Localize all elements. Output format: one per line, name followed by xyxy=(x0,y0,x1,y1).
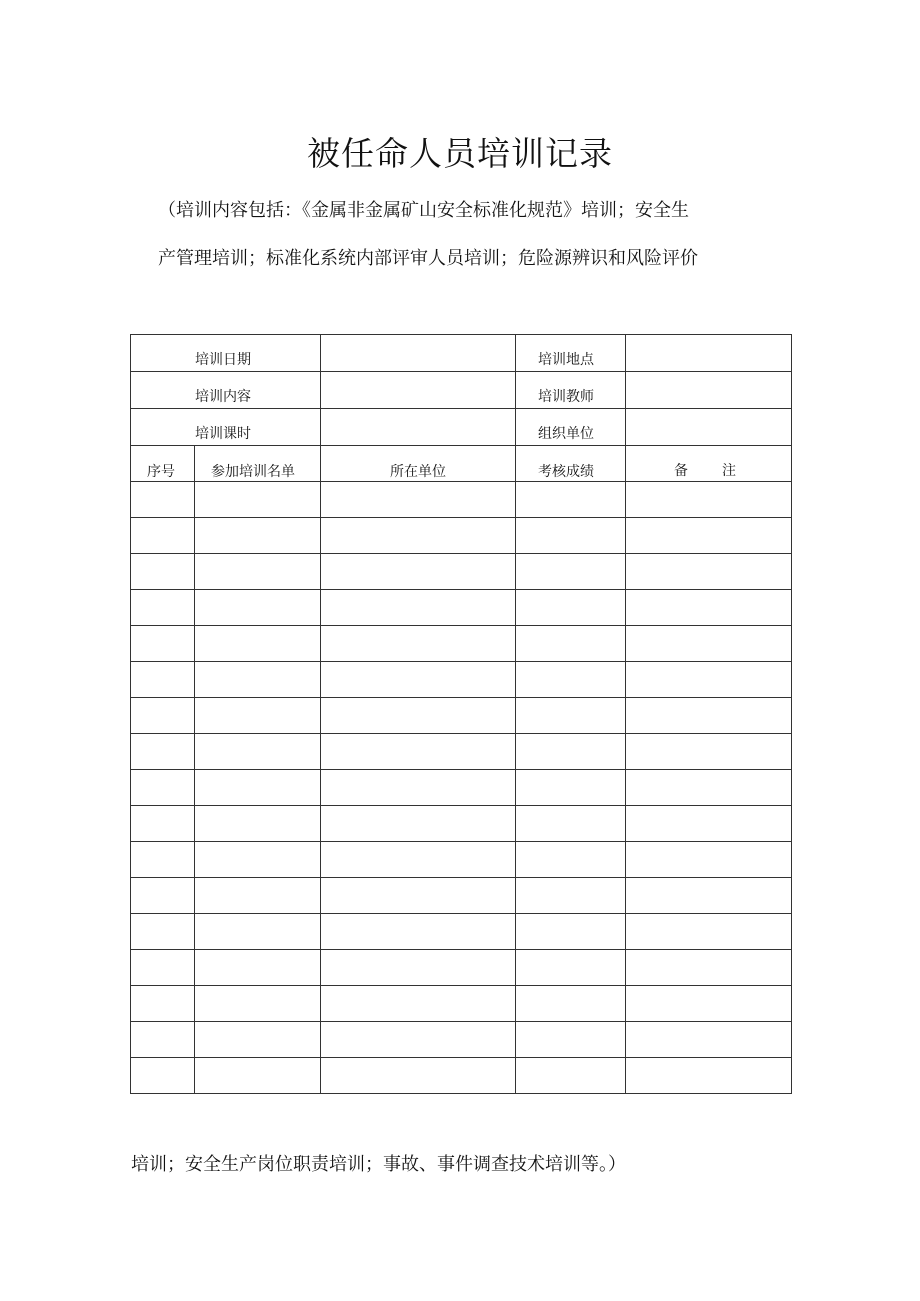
seq-cell[interactable] xyxy=(131,734,195,770)
table-row xyxy=(131,662,792,698)
participant-cell[interactable] xyxy=(195,770,321,806)
seq-cell[interactable] xyxy=(131,482,195,518)
score-cell[interactable] xyxy=(516,482,626,518)
location-label: 培训地点 xyxy=(516,335,626,372)
table-row xyxy=(131,950,792,986)
unit-cell[interactable] xyxy=(321,878,516,914)
content-value-cell[interactable] xyxy=(321,372,516,409)
header-remark xyxy=(626,446,792,482)
seq-cell[interactable] xyxy=(131,662,195,698)
remark-cell[interactable] xyxy=(626,1022,792,1058)
unit-cell[interactable] xyxy=(321,770,516,806)
unit-cell[interactable] xyxy=(321,734,516,770)
unit-cell[interactable] xyxy=(321,1058,516,1094)
table-row xyxy=(131,914,792,950)
remark-cell[interactable] xyxy=(626,734,792,770)
table-row xyxy=(131,590,792,626)
score-cell[interactable] xyxy=(516,518,626,554)
remark-cell[interactable] xyxy=(626,518,792,554)
score-cell[interactable] xyxy=(516,626,626,662)
score-cell[interactable] xyxy=(516,1058,626,1094)
score-cell[interactable] xyxy=(516,950,626,986)
seq-cell[interactable] xyxy=(131,626,195,662)
header-seq: 序号 xyxy=(131,446,195,482)
unit-cell[interactable] xyxy=(321,554,516,590)
table-row xyxy=(131,878,792,914)
remark-cell[interactable] xyxy=(626,626,792,662)
info-row-date xyxy=(131,335,792,372)
table-header-row xyxy=(131,446,792,482)
participant-cell[interactable] xyxy=(195,806,321,842)
table-row xyxy=(131,1058,792,1094)
score-cell[interactable] xyxy=(516,878,626,914)
teacher-label: 培训教师 xyxy=(516,372,626,409)
table-row xyxy=(131,842,792,878)
score-cell[interactable] xyxy=(516,698,626,734)
score-cell[interactable] xyxy=(516,554,626,590)
unit-cell[interactable] xyxy=(321,698,516,734)
score-cell[interactable] xyxy=(516,842,626,878)
table-row xyxy=(131,626,792,662)
table-row xyxy=(131,770,792,806)
seq-cell[interactable] xyxy=(131,698,195,734)
seq-cell[interactable] xyxy=(131,914,195,950)
seq-cell[interactable] xyxy=(131,878,195,914)
remark-cell[interactable] xyxy=(626,1058,792,1094)
score-cell[interactable] xyxy=(516,806,626,842)
remark-cell[interactable] xyxy=(626,986,792,1022)
participant-cell[interactable] xyxy=(195,878,321,914)
hours-label: 培训课时 xyxy=(131,409,321,446)
unit-cell[interactable] xyxy=(321,806,516,842)
score-cell[interactable] xyxy=(516,1022,626,1058)
header-score: 考核成绩 xyxy=(516,446,626,482)
date-label: 培训日期 xyxy=(131,335,321,372)
unit-cell[interactable] xyxy=(321,986,516,1022)
date-value-cell[interactable] xyxy=(321,335,516,372)
remark-cell[interactable] xyxy=(626,806,792,842)
seq-cell[interactable] xyxy=(131,806,195,842)
participant-cell[interactable] xyxy=(195,842,321,878)
participant-cell[interactable] xyxy=(195,626,321,662)
hours-value-cell[interactable] xyxy=(321,409,516,446)
info-row-hours xyxy=(131,409,792,446)
remark-cell[interactable] xyxy=(626,878,792,914)
remark-cell[interactable] xyxy=(626,662,792,698)
unit-cell[interactable] xyxy=(321,914,516,950)
participant-cell[interactable] xyxy=(195,986,321,1022)
score-cell[interactable] xyxy=(516,734,626,770)
remark-cell[interactable] xyxy=(626,914,792,950)
seq-cell[interactable] xyxy=(131,950,195,986)
unit-cell[interactable] xyxy=(321,518,516,554)
table-row xyxy=(131,518,792,554)
unit-cell[interactable] xyxy=(321,482,516,518)
content-label: 培训内容 xyxy=(131,372,321,409)
seq-cell[interactable] xyxy=(131,842,195,878)
participant-cell[interactable] xyxy=(195,1022,321,1058)
location-value-cell[interactable] xyxy=(626,335,792,372)
seq-cell[interactable] xyxy=(131,518,195,554)
remark-cell[interactable] xyxy=(626,950,792,986)
participant-cell[interactable] xyxy=(195,518,321,554)
score-cell[interactable] xyxy=(516,662,626,698)
participant-cell[interactable] xyxy=(195,914,321,950)
participant-cell[interactable] xyxy=(195,590,321,626)
score-cell[interactable] xyxy=(516,986,626,1022)
table-row xyxy=(131,734,792,770)
table-row xyxy=(131,698,792,734)
table-row xyxy=(131,482,792,518)
info-row-content xyxy=(131,372,792,409)
remark-cell[interactable] xyxy=(626,698,792,734)
unit-cell[interactable] xyxy=(321,842,516,878)
footer-text: 培训；安全生产岗位职责培训；事故、事件调查技术培训等。） xyxy=(131,1154,626,1175)
teacher-value-cell[interactable] xyxy=(626,372,792,409)
score-cell[interactable] xyxy=(516,770,626,806)
participant-cell[interactable] xyxy=(195,1058,321,1094)
score-cell[interactable] xyxy=(516,914,626,950)
table-row xyxy=(131,554,792,590)
participant-cell[interactable] xyxy=(195,734,321,770)
unit-cell[interactable] xyxy=(321,590,516,626)
score-cell[interactable] xyxy=(516,590,626,626)
header-participants: 参加培训名单 xyxy=(195,446,321,482)
table-row xyxy=(131,986,792,1022)
participant-cell[interactable] xyxy=(195,482,321,518)
org-label: 组织单位 xyxy=(516,409,626,446)
unit-cell[interactable] xyxy=(321,626,516,662)
seq-cell[interactable] xyxy=(131,590,195,626)
header-unit: 所在单位 xyxy=(321,446,516,482)
participant-cell[interactable] xyxy=(195,698,321,734)
participant-cell[interactable] xyxy=(195,950,321,986)
org-value-cell[interactable] xyxy=(626,409,792,446)
intro-line-2: 产管理培训；标准化系统内部评审人员培训；危险源辨识和风险评价 xyxy=(158,248,698,269)
seq-cell[interactable] xyxy=(131,554,195,590)
remark-cell[interactable] xyxy=(626,590,792,626)
participant-cell[interactable] xyxy=(195,662,321,698)
unit-cell[interactable] xyxy=(321,662,516,698)
intro-line-1: （培训内容包括：《金属非金属矿山安全标准化规范》培训；安全生 xyxy=(158,200,689,221)
participant-cell[interactable] xyxy=(195,554,321,590)
seq-cell[interactable] xyxy=(131,1022,195,1058)
header-remark-b: 注 xyxy=(722,463,736,479)
remark-cell[interactable] xyxy=(626,554,792,590)
header-remark-a: 备 xyxy=(674,463,688,479)
unit-cell[interactable] xyxy=(321,1022,516,1058)
remark-cell[interactable] xyxy=(626,842,792,878)
training-record-table xyxy=(130,334,792,1094)
unit-cell[interactable] xyxy=(321,950,516,986)
seq-cell[interactable] xyxy=(131,986,195,1022)
seq-cell[interactable] xyxy=(131,770,195,806)
seq-cell[interactable] xyxy=(131,1058,195,1094)
remark-cell[interactable] xyxy=(626,482,792,518)
remark-cell[interactable] xyxy=(626,770,792,806)
table-row xyxy=(131,806,792,842)
page-title: 被任命人员培训记录 xyxy=(307,134,613,173)
table-row xyxy=(131,1022,792,1058)
